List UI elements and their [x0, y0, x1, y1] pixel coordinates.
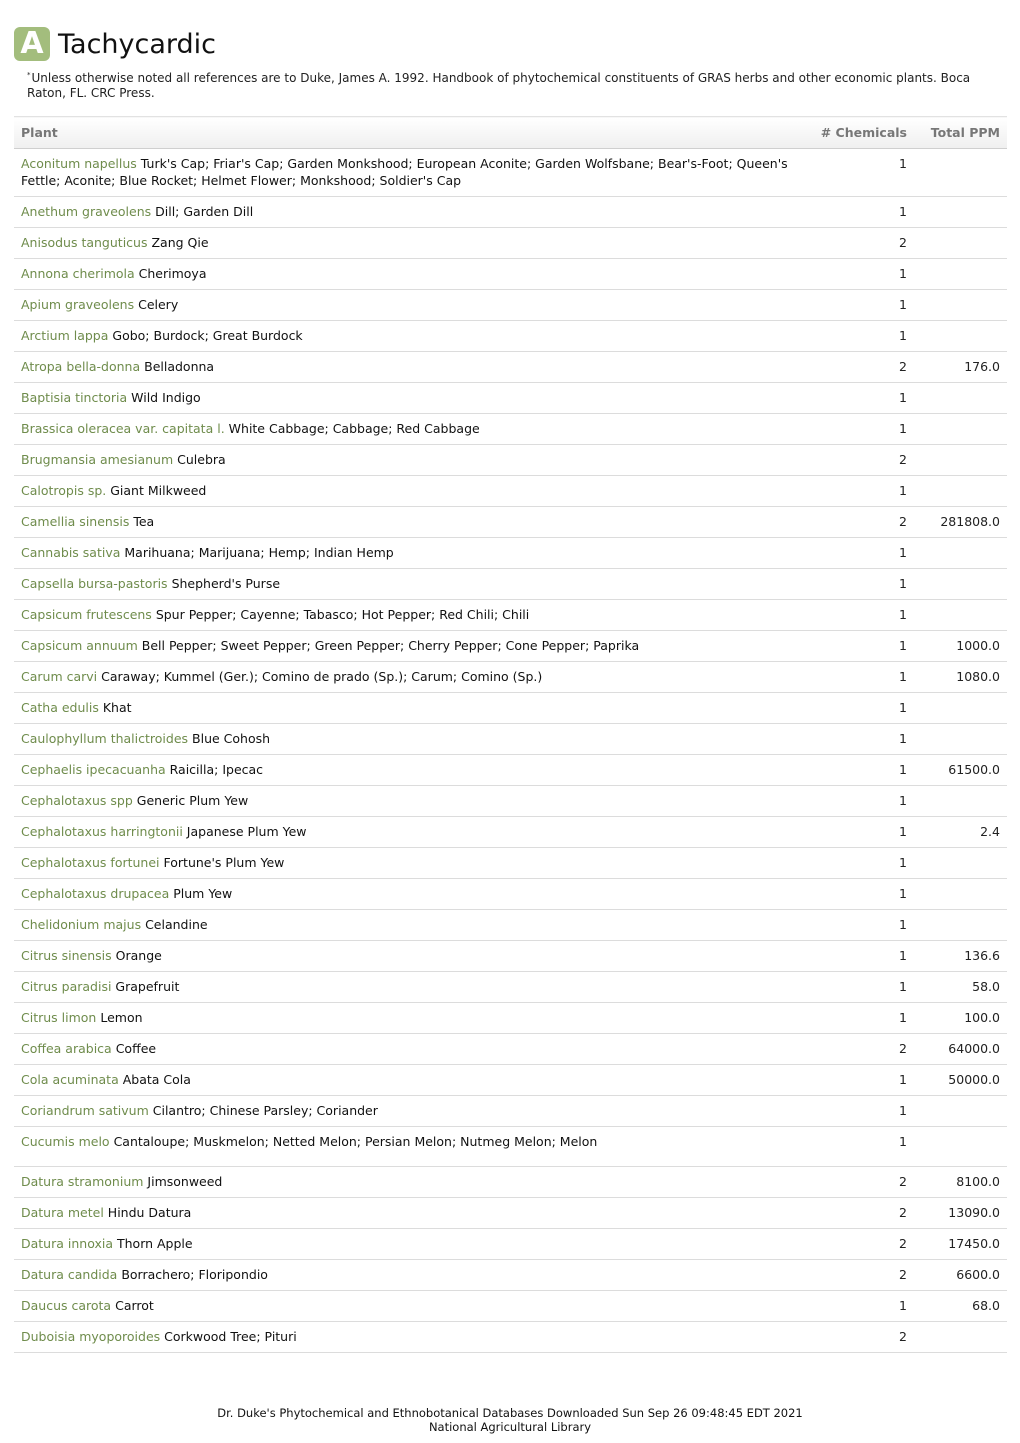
plant-cell	[14, 1260, 804, 1291]
table-row	[14, 1127, 1007, 1167]
plant-common-names: Shepherd's Purse	[171, 576, 281, 591]
plant-scientific-name-link[interactable]: Cephalotaxus fortunei	[21, 855, 160, 870]
plant-common-names: Hindu Datura	[107, 1205, 192, 1220]
plant-common-names: Marihuana; Marijuana; Hemp; Indian Hemp	[124, 545, 394, 560]
plant-cell	[14, 228, 804, 259]
total-ppm: 6600.0	[914, 1260, 1007, 1291]
table-row	[14, 321, 1007, 352]
plant-cell	[14, 817, 804, 848]
table-row	[14, 600, 1007, 631]
chemicals-count: 1	[804, 941, 914, 972]
total-ppm: 1080.0	[914, 662, 1007, 693]
plant-scientific-name-link[interactable]: Citrus sinensis	[21, 948, 112, 963]
plant-cell	[14, 662, 804, 693]
plant-scientific-name-link[interactable]: Caulophyllum thalictroides	[21, 731, 189, 746]
total-ppm	[914, 476, 1007, 507]
logo-badge: A	[14, 27, 50, 61]
table-row	[14, 197, 1007, 228]
plant-scientific-name-link[interactable]: Cucumis melo	[21, 1134, 110, 1149]
plant-scientific-name-link[interactable]: Cannabis sativa	[21, 545, 121, 560]
table-row	[14, 693, 1007, 724]
plant-cell	[14, 693, 804, 724]
chemicals-count: 1	[804, 197, 914, 228]
plant-cell	[14, 631, 804, 662]
table-row	[14, 352, 1007, 383]
total-ppm: 2.4	[914, 817, 1007, 848]
chemicals-count: 1	[804, 321, 914, 352]
plant-cell	[14, 1127, 804, 1167]
note-text: Unless otherwise noted all references are to Duke, James A. 1992. Handbook of phytochemical constituents of GRAS herbs and other economic plants. Boca Raton, FL. CRC Press.	[27, 71, 971, 100]
plant-common-names: Celandine	[145, 917, 208, 932]
plant-cell	[14, 569, 804, 600]
plant-common-names: Turk's Cap; Friar's Cap; Garden Monkshood; European Aconite; Garden Wolfsbane; Bear's-Foot; Queen's Fettle; Aconite; Blue Rocket; Helmet Flower; Monkshood; Soldier's Cap	[21, 156, 788, 188]
footer-library: National Agricultural Library	[428, 1420, 592, 1434]
total-ppm	[914, 259, 1007, 290]
plant-scientific-name-link[interactable]: Cephaelis ipecacuanha	[21, 762, 166, 777]
chemicals-count: 2	[804, 1198, 914, 1229]
chemicals-count: 1	[804, 817, 914, 848]
plant-common-names: Wild Indigo	[131, 390, 201, 405]
plant-common-names: Caraway; Kummel (Ger.); Comino de prado (Sp.); Carum; Comino (Sp.)	[101, 669, 543, 684]
plant-scientific-name-link[interactable]: Capsicum annuum	[21, 638, 138, 653]
plant-cell	[14, 1003, 804, 1034]
table-row	[14, 507, 1007, 538]
plant-scientific-name-link[interactable]: Cephalotaxus drupacea	[21, 886, 170, 901]
chemicals-count: 1	[804, 569, 914, 600]
plant-cell	[14, 538, 804, 569]
chemicals-count: 1	[804, 662, 914, 693]
table-row	[14, 1229, 1007, 1260]
total-ppm	[914, 414, 1007, 445]
plant-scientific-name-link[interactable]: Capsicum frutescens	[21, 607, 152, 622]
plant-common-names: Generic Plum Yew	[136, 793, 249, 808]
chemicals-count: 1	[804, 1065, 914, 1096]
total-ppm	[914, 290, 1007, 321]
plant-scientific-name-link[interactable]: Anisodus tanguticus	[21, 235, 148, 250]
plant-common-names: Coffee	[115, 1041, 157, 1056]
total-ppm: 100.0	[914, 1003, 1007, 1034]
plant-cell	[14, 1065, 804, 1096]
chemicals-count: 1	[804, 1096, 914, 1127]
plant-cell	[14, 1229, 804, 1260]
total-ppm	[914, 445, 1007, 476]
plant-cell	[14, 848, 804, 879]
chemicals-count: 2	[804, 228, 914, 259]
table-row	[14, 786, 1007, 817]
total-ppm: 58.0	[914, 972, 1007, 1003]
plant-cell	[14, 1322, 804, 1353]
plant-common-names: Raicilla; Ipecac	[169, 762, 264, 777]
plant-cell	[14, 786, 804, 817]
plant-common-names: Fortune's Plum Yew	[163, 855, 285, 870]
total-ppm: 8100.0	[914, 1167, 1007, 1198]
total-ppm: 176.0	[914, 352, 1007, 383]
plant-scientific-name-link[interactable]: Coriandrum sativum	[21, 1103, 149, 1118]
table-row	[14, 662, 1007, 693]
plant-scientific-name-link[interactable]: Cephalotaxus harringtonii	[21, 824, 183, 839]
plant-cell	[14, 1034, 804, 1065]
plant-cell	[14, 941, 804, 972]
plant-common-names: Plum Yew	[173, 886, 233, 901]
table-row	[14, 1034, 1007, 1065]
table-row	[14, 1291, 1007, 1322]
table-row	[14, 1260, 1007, 1291]
table-row	[14, 755, 1007, 786]
table-row	[14, 414, 1007, 445]
plant-common-names: Cherimoya	[138, 266, 207, 281]
total-ppm	[914, 879, 1007, 910]
chemicals-count: 1	[804, 383, 914, 414]
plant-scientific-name-link[interactable]: Aconitum napellus	[21, 156, 137, 171]
plant-cell	[14, 724, 804, 755]
plant-cell	[14, 507, 804, 538]
table-row	[14, 817, 1007, 848]
chemicals-count: 1	[804, 290, 914, 321]
plant-common-names: Culebra	[177, 452, 226, 467]
plant-common-names: Blue Cohosh	[192, 731, 271, 746]
plant-common-names: Spur Pepper; Cayenne; Tabasco; Hot Pepper; Red Chili; Chili	[155, 607, 530, 622]
plant-scientific-name-link[interactable]: Annona cherimola	[21, 266, 135, 281]
plant-common-names: Borrachero; Floripondio	[121, 1267, 268, 1282]
chemicals-count: 1	[804, 755, 914, 786]
table-row	[14, 1065, 1007, 1096]
total-ppm	[914, 1322, 1007, 1353]
chemicals-count: 2	[804, 507, 914, 538]
table-row	[14, 259, 1007, 290]
plant-scientific-name-link[interactable]: Capsella bursa-pastoris	[21, 576, 168, 591]
total-ppm: 64000.0	[914, 1034, 1007, 1065]
table-row	[14, 724, 1007, 755]
chemicals-count: 1	[804, 631, 914, 662]
plant-cell	[14, 910, 804, 941]
reference-note	[27, 68, 987, 101]
table-row	[14, 228, 1007, 259]
total-ppm	[914, 786, 1007, 817]
plant-scientific-name-link[interactable]: Anethum graveolens	[21, 204, 152, 219]
chemicals-count: 2	[804, 1322, 914, 1353]
plant-common-names: Japanese Plum Yew	[186, 824, 307, 839]
chemicals-count: 2	[804, 1260, 914, 1291]
plant-cell	[14, 879, 804, 910]
chemicals-count: 1	[804, 693, 914, 724]
table-header-row	[14, 117, 1007, 149]
chemicals-count: 2	[804, 445, 914, 476]
column-header-plant[interactable]: Plant	[14, 117, 804, 149]
total-ppm	[914, 228, 1007, 259]
plant-scientific-name-link[interactable]: Brassica oleracea var. capitata l.	[21, 421, 225, 436]
total-ppm	[914, 569, 1007, 600]
plant-cell	[14, 972, 804, 1003]
plant-common-names: Jimsonweed	[147, 1174, 223, 1189]
chemicals-count: 1	[804, 1127, 914, 1167]
plant-scientific-name-link[interactable]: Datura candida	[21, 1267, 118, 1282]
chemicals-count: 1	[804, 259, 914, 290]
plant-cell	[14, 1096, 804, 1127]
chemicals-count: 1	[804, 786, 914, 817]
page-header	[14, 26, 216, 62]
total-ppm: 50000.0	[914, 1065, 1007, 1096]
total-ppm: 136.6	[914, 941, 1007, 972]
plant-cell	[14, 321, 804, 352]
plant-scientific-name-link[interactable]: Daucus carota	[21, 1298, 112, 1313]
chemicals-count: 2	[804, 352, 914, 383]
plant-cell	[14, 414, 804, 445]
chemicals-count: 2	[804, 1167, 914, 1198]
plant-scientific-name-link[interactable]: Duboisia myoporoides	[21, 1329, 161, 1344]
total-ppm	[914, 848, 1007, 879]
plant-common-names: Belladonna	[144, 359, 215, 374]
plant-scientific-name-link[interactable]: Carum carvi	[21, 669, 98, 684]
plant-cell	[14, 600, 804, 631]
table-row	[14, 631, 1007, 662]
chemicals-count: 1	[804, 476, 914, 507]
plant-scientific-name-link[interactable]: Arctium lappa	[21, 328, 109, 343]
chemicals-count: 1	[804, 1003, 914, 1034]
chemicals-count: 1	[804, 848, 914, 879]
plant-common-names: Cantaloupe; Muskmelon; Netted Melon; Persian Melon; Nutmeg Melon; Melon	[113, 1134, 598, 1149]
plant-scientific-name-link[interactable]: Datura metel	[21, 1205, 104, 1220]
table-row	[14, 848, 1007, 879]
column-header-ppm[interactable]: Total PPM	[914, 117, 1007, 149]
plant-scientific-name-link[interactable]: Coffea arabica	[21, 1041, 112, 1056]
table-row	[14, 383, 1007, 414]
total-ppm	[914, 197, 1007, 228]
total-ppm: 281808.0	[914, 507, 1007, 538]
total-ppm	[914, 1096, 1007, 1127]
plant-cell	[14, 197, 804, 228]
chemicals-count: 2	[804, 1034, 914, 1065]
plant-common-names: White Cabbage; Cabbage; Red Cabbage	[228, 421, 480, 436]
plant-cell	[14, 445, 804, 476]
plant-table	[14, 116, 1007, 1353]
plant-cell	[14, 352, 804, 383]
plant-scientific-name-link[interactable]: Citrus limon	[21, 1010, 97, 1025]
chemicals-count: 2	[804, 1229, 914, 1260]
plant-common-names: Cilantro; Chinese Parsley; Coriander	[152, 1103, 378, 1118]
plant-scientific-name-link[interactable]: Brugmansia amesianum	[21, 452, 174, 467]
plant-cell	[14, 755, 804, 786]
plant-common-names: Lemon	[100, 1010, 143, 1025]
plant-scientific-name-link[interactable]: Calotropis sp.	[21, 483, 107, 498]
total-ppm	[914, 383, 1007, 414]
table-row	[14, 1003, 1007, 1034]
note-marker: *	[27, 71, 31, 79]
total-ppm	[914, 538, 1007, 569]
total-ppm	[914, 600, 1007, 631]
column-header-chemicals[interactable]: # Chemicals	[804, 117, 914, 149]
chemicals-count: 1	[804, 972, 914, 1003]
plant-scientific-name-link[interactable]: Cola acuminata	[21, 1072, 119, 1087]
table-row	[14, 538, 1007, 569]
plant-scientific-name-link[interactable]: Baptisia tinctoria	[21, 390, 128, 405]
table-row	[14, 445, 1007, 476]
total-ppm: 61500.0	[914, 755, 1007, 786]
total-ppm	[914, 724, 1007, 755]
total-ppm: 13090.0	[914, 1198, 1007, 1229]
table-row	[14, 1096, 1007, 1127]
table-row	[14, 972, 1007, 1003]
plant-common-names: Corkwood Tree; Pituri	[164, 1329, 297, 1344]
total-ppm	[914, 1127, 1007, 1167]
chemicals-count: 1	[804, 1291, 914, 1322]
plant-scientific-name-link[interactable]: Citrus paradisi	[21, 979, 112, 994]
plant-common-names: Bell Pepper; Sweet Pepper; Green Pepper; Cherry Pepper; Cone Pepper; Paprika	[141, 638, 640, 653]
plant-cell	[14, 1167, 804, 1198]
table-row	[14, 1167, 1007, 1198]
plant-scientific-name-link[interactable]: Datura stramonium	[21, 1174, 144, 1189]
plant-common-names: Zang Qie	[151, 235, 209, 250]
total-ppm: 17450.0	[914, 1229, 1007, 1260]
chemicals-count: 1	[804, 414, 914, 445]
table-row	[14, 941, 1007, 972]
total-ppm	[914, 910, 1007, 941]
chemicals-count: 1	[804, 879, 914, 910]
plant-cell	[14, 149, 804, 197]
plant-cell	[14, 1198, 804, 1229]
plant-common-names: Grapefruit	[115, 979, 180, 994]
plant-cell	[14, 259, 804, 290]
plant-cell	[14, 383, 804, 414]
total-ppm: 68.0	[914, 1291, 1007, 1322]
chemicals-count: 1	[804, 149, 914, 197]
plant-scientific-name-link[interactable]: Cephalotaxus spp	[21, 793, 133, 808]
plant-scientific-name-link[interactable]: Datura innoxia	[21, 1236, 113, 1251]
plant-common-names: Giant Milkweed	[110, 483, 207, 498]
total-ppm	[914, 693, 1007, 724]
chemicals-count: 1	[804, 724, 914, 755]
footer-source: Dr. Duke's Phytochemical and Ethnobotanical Databases Downloaded Sun Sep 26 09:48:45 EDT 2021	[217, 1406, 803, 1420]
table-row	[14, 910, 1007, 941]
table-row	[14, 290, 1007, 321]
plant-cell	[14, 1291, 804, 1322]
plant-common-names: Orange	[115, 948, 162, 963]
table-row	[14, 149, 1007, 197]
plant-common-names: Dill; Garden Dill	[155, 204, 254, 219]
plant-scientific-name-link[interactable]: Camellia sinensis	[21, 514, 130, 529]
plant-common-names: Celery	[138, 297, 179, 312]
total-ppm: 1000.0	[914, 631, 1007, 662]
plant-common-names: Khat	[102, 700, 132, 715]
chemicals-count: 1	[804, 538, 914, 569]
plant-cell	[14, 476, 804, 507]
table-row	[14, 1322, 1007, 1353]
plant-scientific-name-link[interactable]: Chelidonium majus	[21, 917, 142, 932]
plant-common-names: Tea	[133, 514, 155, 529]
plant-scientific-name-link[interactable]: Apium graveolens	[21, 297, 135, 312]
page-title: Tachycardic	[58, 28, 217, 60]
table-row	[14, 569, 1007, 600]
table-row	[14, 879, 1007, 910]
page-footer	[0, 1406, 1020, 1434]
plant-common-names: Carrot	[115, 1298, 154, 1313]
total-ppm	[914, 149, 1007, 197]
chemicals-count: 1	[804, 600, 914, 631]
plant-common-names: Abata Cola	[122, 1072, 191, 1087]
plant-scientific-name-link[interactable]: Catha edulis	[21, 700, 99, 715]
plant-cell	[14, 290, 804, 321]
table-row	[14, 1198, 1007, 1229]
plant-common-names: Gobo; Burdock; Great Burdock	[112, 328, 303, 343]
total-ppm	[914, 321, 1007, 352]
chemicals-count: 1	[804, 910, 914, 941]
table-row	[14, 476, 1007, 507]
plant-common-names: Thorn Apple	[116, 1236, 193, 1251]
plant-scientific-name-link[interactable]: Atropa bella-donna	[21, 359, 141, 374]
